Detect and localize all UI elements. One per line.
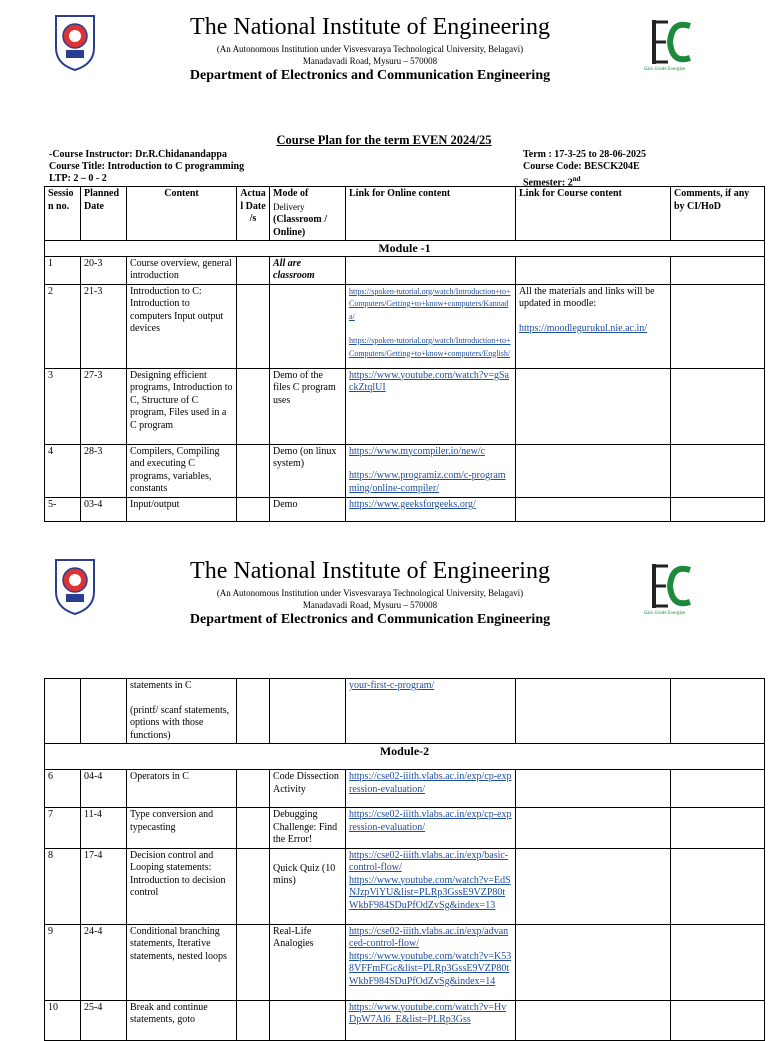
affiliation-text: (An Autonomous Institution under Visvesvaraya Technological University, Belagavi) — [216, 44, 524, 54]
course-meta-right — [523, 149, 646, 189]
table-row: 4 28-3 Compilers, Compiling and executing C programs, variables, constants Demo (on linux system) https://www.mycompiler.io/new/c https://www.programiz.com/c-programming/online-compiler/ — [45, 444, 765, 497]
department-name: Department of Electronics and Communication Engineering — [189, 68, 551, 83]
department-name: Department of Electronics and Communication Engineering — [189, 612, 551, 627]
course-code-text: Course Code: BESCK204E — [523, 161, 640, 172]
table-row: statements in C (printf/ scanf statements, options with those functions) your-first-c-program/ — [45, 679, 765, 744]
course-meta-left — [49, 149, 244, 185]
svg-text:Gain Grade Energize: Gain Grade Energize — [644, 66, 686, 71]
page-header-2 — [0, 552, 768, 642]
table-row: 1 20-3 Course overview, general introduction All are classroom — [45, 256, 765, 284]
semester-text: Semester: 2nd — [523, 175, 581, 189]
institute-name: The National Institute of Engineering — [190, 14, 550, 40]
ltp-text: LTP: 2 – 0 - 2 — [49, 173, 107, 184]
col-content: Content — [127, 187, 237, 241]
col-actual-date: Actual Date /s — [237, 187, 270, 241]
online-link[interactable]: https://spoken-tutorial.org/watch/Introduction+to+Computers/Getting+to+know+computers/English/ — [349, 336, 511, 358]
table-row: 5- 03-4 Input/output Demo https://www.geeksforgeeks.org/ — [45, 497, 765, 521]
table-row: 2 21-3 Introduction to C: Introduction to computers Input output devices https://spoken-tutorial.org/watch/Introduction+to+Computers/Getting+to+know+computers/Kannada/ https://spoken-tutorial.org/watch/Introduction+to+Computers/Getting+to+know+computers/English/ All the materials and links will be updated in moodle: https://moodlegurukul.nie.ac.in/ — [45, 284, 765, 368]
course-title-text: Course Title: Introduction to C programming — [49, 161, 245, 172]
moodle-link[interactable]: https://moodlegurukul.nie.ac.in/ — [519, 322, 648, 334]
online-link[interactable]: https://cse02-iiith.vlabs.ac.in/exp/cp-expression-evaluation/ — [349, 809, 512, 833]
module-2-row: Module-2 — [45, 744, 765, 770]
table-row: 8 17-4 Decision control and Looping statements: Introduction to decision control Quick Quiz (10 mins) https://cse02-iiith.vlabs.ac.in/exp/basic-control-flow/ https://www.youtube.com/watch?v=EdSNJzpViYU&list=PLRp3GssE9VZP80tWkbF984SDuPfOdZvSg&index=13 — [45, 848, 765, 924]
table-row: 10 25-4 Break and continue statements, goto https://www.youtube.com/watch?v=HvDpW7Al6_E&list=PLRp3Gss — [45, 1000, 765, 1040]
ec-logo-icon — [642, 560, 694, 616]
table-header-row — [45, 187, 765, 241]
online-link[interactable]: https://www.mycompiler.io/new/c — [349, 445, 486, 457]
ec-logo-icon — [642, 16, 694, 72]
module-1-row: Module -1 — [45, 241, 765, 257]
course-plan-title: Course Plan for the term EVEN 2024/25 — [276, 133, 492, 147]
col-online-link: Link for Online content — [346, 187, 516, 241]
col-comments: Comments, if any by CI/HoD — [671, 187, 765, 241]
online-link[interactable]: https://www.geeksforgeeks.org/ — [349, 498, 476, 510]
table-row: 3 27-3 Designing efficient programs, Introduction to C, Structure of C program, Files used in a C program Demo of the files C program uses https://www.youtube.com/watch?v=gSackZtqlUI — [45, 368, 765, 444]
affiliation-text: (An Autonomous Institution under Visvesvaraya Technological University, Belagavi) — [216, 588, 524, 598]
col-course-link: Link for Course content — [516, 187, 671, 241]
online-link[interactable]: https://cse02-iiith.vlabs.ac.in/exp/basic-control-flow/ — [349, 849, 509, 873]
svg-text:Gain Grade Energize: Gain Grade Energize — [644, 610, 686, 615]
page-header-1 — [0, 8, 768, 98]
col-planned-date: Planned Date — [81, 187, 127, 241]
online-link[interactable]: your-first-c-program/ — [349, 680, 435, 691]
online-link[interactable]: https://cse02-iiith.vlabs.ac.in/exp/cp-expression-evaluation/ — [349, 771, 512, 795]
online-link[interactable]: https://www.youtube.com/watch?v=HvDpW7Al6_E&list=PLRp3Gss — [349, 1001, 507, 1025]
online-link[interactable]: https://spoken-tutorial.org/watch/Introduction+to+Computers/Getting+to+know+computers/Kannada/ — [349, 286, 511, 321]
col-mode: Mode of Delivery (Classroom / Online) — [270, 187, 346, 241]
table-row: 6 04-4 Operators in C Code Dissection Activity https://cse02-iiith.vlabs.ac.in/exp/cp-expression-evaluation/ — [45, 770, 765, 808]
course-plan-table-1 — [44, 186, 765, 522]
online-link[interactable]: https://www.youtube.com/watch?v=K538VFFmFGc&list=PLRp3GssE9VZP80tWkbF984SDuPfOdZvSg&index=14 — [349, 950, 512, 987]
online-link[interactable]: https://www.youtube.com/watch?v=EdSNJzpViYU&list=PLRp3GssE9VZP80tWkbF984SDuPfOdZvSg&index=13 — [349, 874, 511, 911]
online-link[interactable]: https://www.youtube.com/watch?v=gSackZtqlUI — [349, 369, 509, 393]
address-text: Manadavadi Road, Mysuru – 570008 — [302, 56, 438, 66]
online-link[interactable]: https://www.programiz.com/c-programming/online-compiler/ — [349, 470, 506, 494]
table-row: 9 24-4 Conditional branching statements, Iterative statements, nested loops Real-Life Analogies https://cse02-iiith.vlabs.ac.in/exp/advanced-control-flow/ https://www.youtube.com/watch?v=K538VFFmFGc&list=PLRp3GssE9VZP80tWkbF984SDuPfOdZvSg&index=14 — [45, 924, 765, 1000]
instructor-text: -Course Instructor: Dr.R.Chidanandappa — [49, 149, 227, 160]
term-text: Term : 17-3-25 to 28-06-2025 — [523, 149, 646, 160]
online-link[interactable]: https://cse02-iiith.vlabs.ac.in/exp/advanced-control-flow/ — [349, 925, 509, 949]
address-text: Manadavadi Road, Mysuru – 570008 — [302, 600, 438, 610]
table-row: 7 11-4 Type conversion and typecasting Debugging Challenge: Find the Error! https://cse02-iiith.vlabs.ac.in/exp/cp-expression-evaluation/ — [45, 808, 765, 849]
col-session: Session no. — [45, 187, 81, 241]
course-plan-table-2 — [44, 678, 765, 1041]
institute-name: The National Institute of Engineering — [190, 558, 550, 584]
